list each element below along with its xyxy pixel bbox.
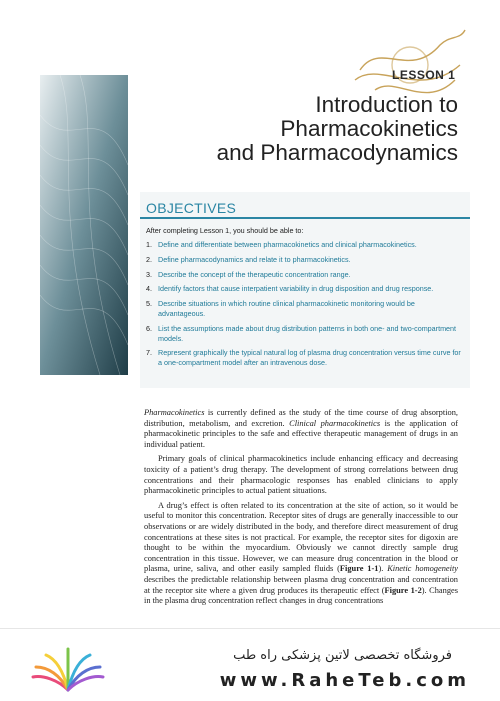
objective-text: Identify factors that cause interpatient variability in drug disposition and drug response. [158,284,434,294]
page-title [128,93,458,165]
paragraph-3: A drug’s effect is often related to its concentration at the site of action, so it would be useful to monitor this concentration. Receptor sites of drugs are generally inaccessible to our observations or are widely distributed in the body, and therefore direct measurement of drug concentrations at these sites is not practical. For example, the receptor sites for digoxin are thought to be within the myocardium. Obviously we cannot directly sample drug concentration in this tissue. However, we can measure drug concentration in the blood or plasma, urine, saliva, and other easily sampled fluids (Figure 1-1). Kinetic homogeneity describes the predictable relationship between plasma drug concentration and concentration at the receptor site where a given drug produces its therapeutic effect (Figure 1-2). Changes in the plasma drug concentration reflect changes in drug concentrations [144,500,458,606]
objectives-rule [140,217,470,219]
title-line-3: and Pharmacodynamics [216,140,458,165]
objective-item: 4. Identify factors that cause interpatient variability in drug disposition and drug response. [146,284,464,294]
objectives-heading: OBJECTIVES [146,200,237,216]
objective-text: Describe the concept of the therapeutic concentration range. [158,269,351,279]
objective-text: Define pharmacodynamics and relate it to pharmacokinetics. [158,254,351,264]
figure-reference[interactable]: Figure 1-1 [339,564,379,574]
footer-store-name: فروشگاه تخصصی لاتین پزشکی راه طب [233,648,452,663]
objective-item: 1. Define and differentiate between pharmacokinetics and clinical pharmacokinetics. [146,240,464,250]
paragraph-2: Primary goals of clinical pharmacokinetics include enhancing efficacy and decreasing toxicity of a patient’s drug therapy. The development of strong correlations between drug concentrations and their pharmacologic responses has enabled clinicians to apply pharmacokinetic principles to actual patient situations. [144,454,458,496]
objective-text: Define and differentiate between pharmacokinetics and clinical pharmacokinetics. [158,240,417,249]
footer-url[interactable]: www.RaheTeb.com [219,670,470,691]
open-book-icon [28,645,108,695]
objective-text: List the assumptions made about drug distribution patterns in both one- and two-compartment models. [158,323,457,343]
cover-art-image [40,75,128,375]
objective-text: Describe situations in which routine clinical pharmacokinetic monitoring would be advantageous. [158,299,415,318]
objective-item: 6. List the assumptions made about drug distribution patterns in both one- and two-compartment models. [146,324,464,344]
objective-item: 7. Represent graphically the typical natural log of plasma drug concentration versus time curve for a one-compartment model after an intravenous dose. [146,348,464,368]
objectives-intro: After completing Lesson 1, you should be able to: [146,226,304,235]
title-line-1: Introduction to [315,92,458,117]
objective-item: 5. Describe situations in which routine clinical pharmacokinetic monitoring would be advantageous. [146,299,464,319]
objective-text: Represent graphically the typical natural log of plasma drug concentration versus time curve for a one-compartment model after an intravenous dose. [158,348,461,368]
objectives-list [146,240,464,373]
objective-item: 3. Describe the concept of the therapeutic concentration range. [146,270,464,280]
paragraph-1: Pharmacokinetics is currently defined as the study of the time course of drug absorption, distribution, metabolism, and excretion. Clinical pharmacokinetics is the application of pharmacokinetic principles to the safe and effective therapeutic management of drugs in an individual patient. [144,408,458,449]
body-text [144,408,458,611]
title-line-2: Pharmacokinetics [280,116,458,141]
figure-reference[interactable]: Figure 1-2 [384,585,422,595]
lesson-label: LESSON 1 [392,68,456,82]
objective-item: 2. Define pharmacodynamics and relate it to pharmacokinetics. [146,255,464,265]
